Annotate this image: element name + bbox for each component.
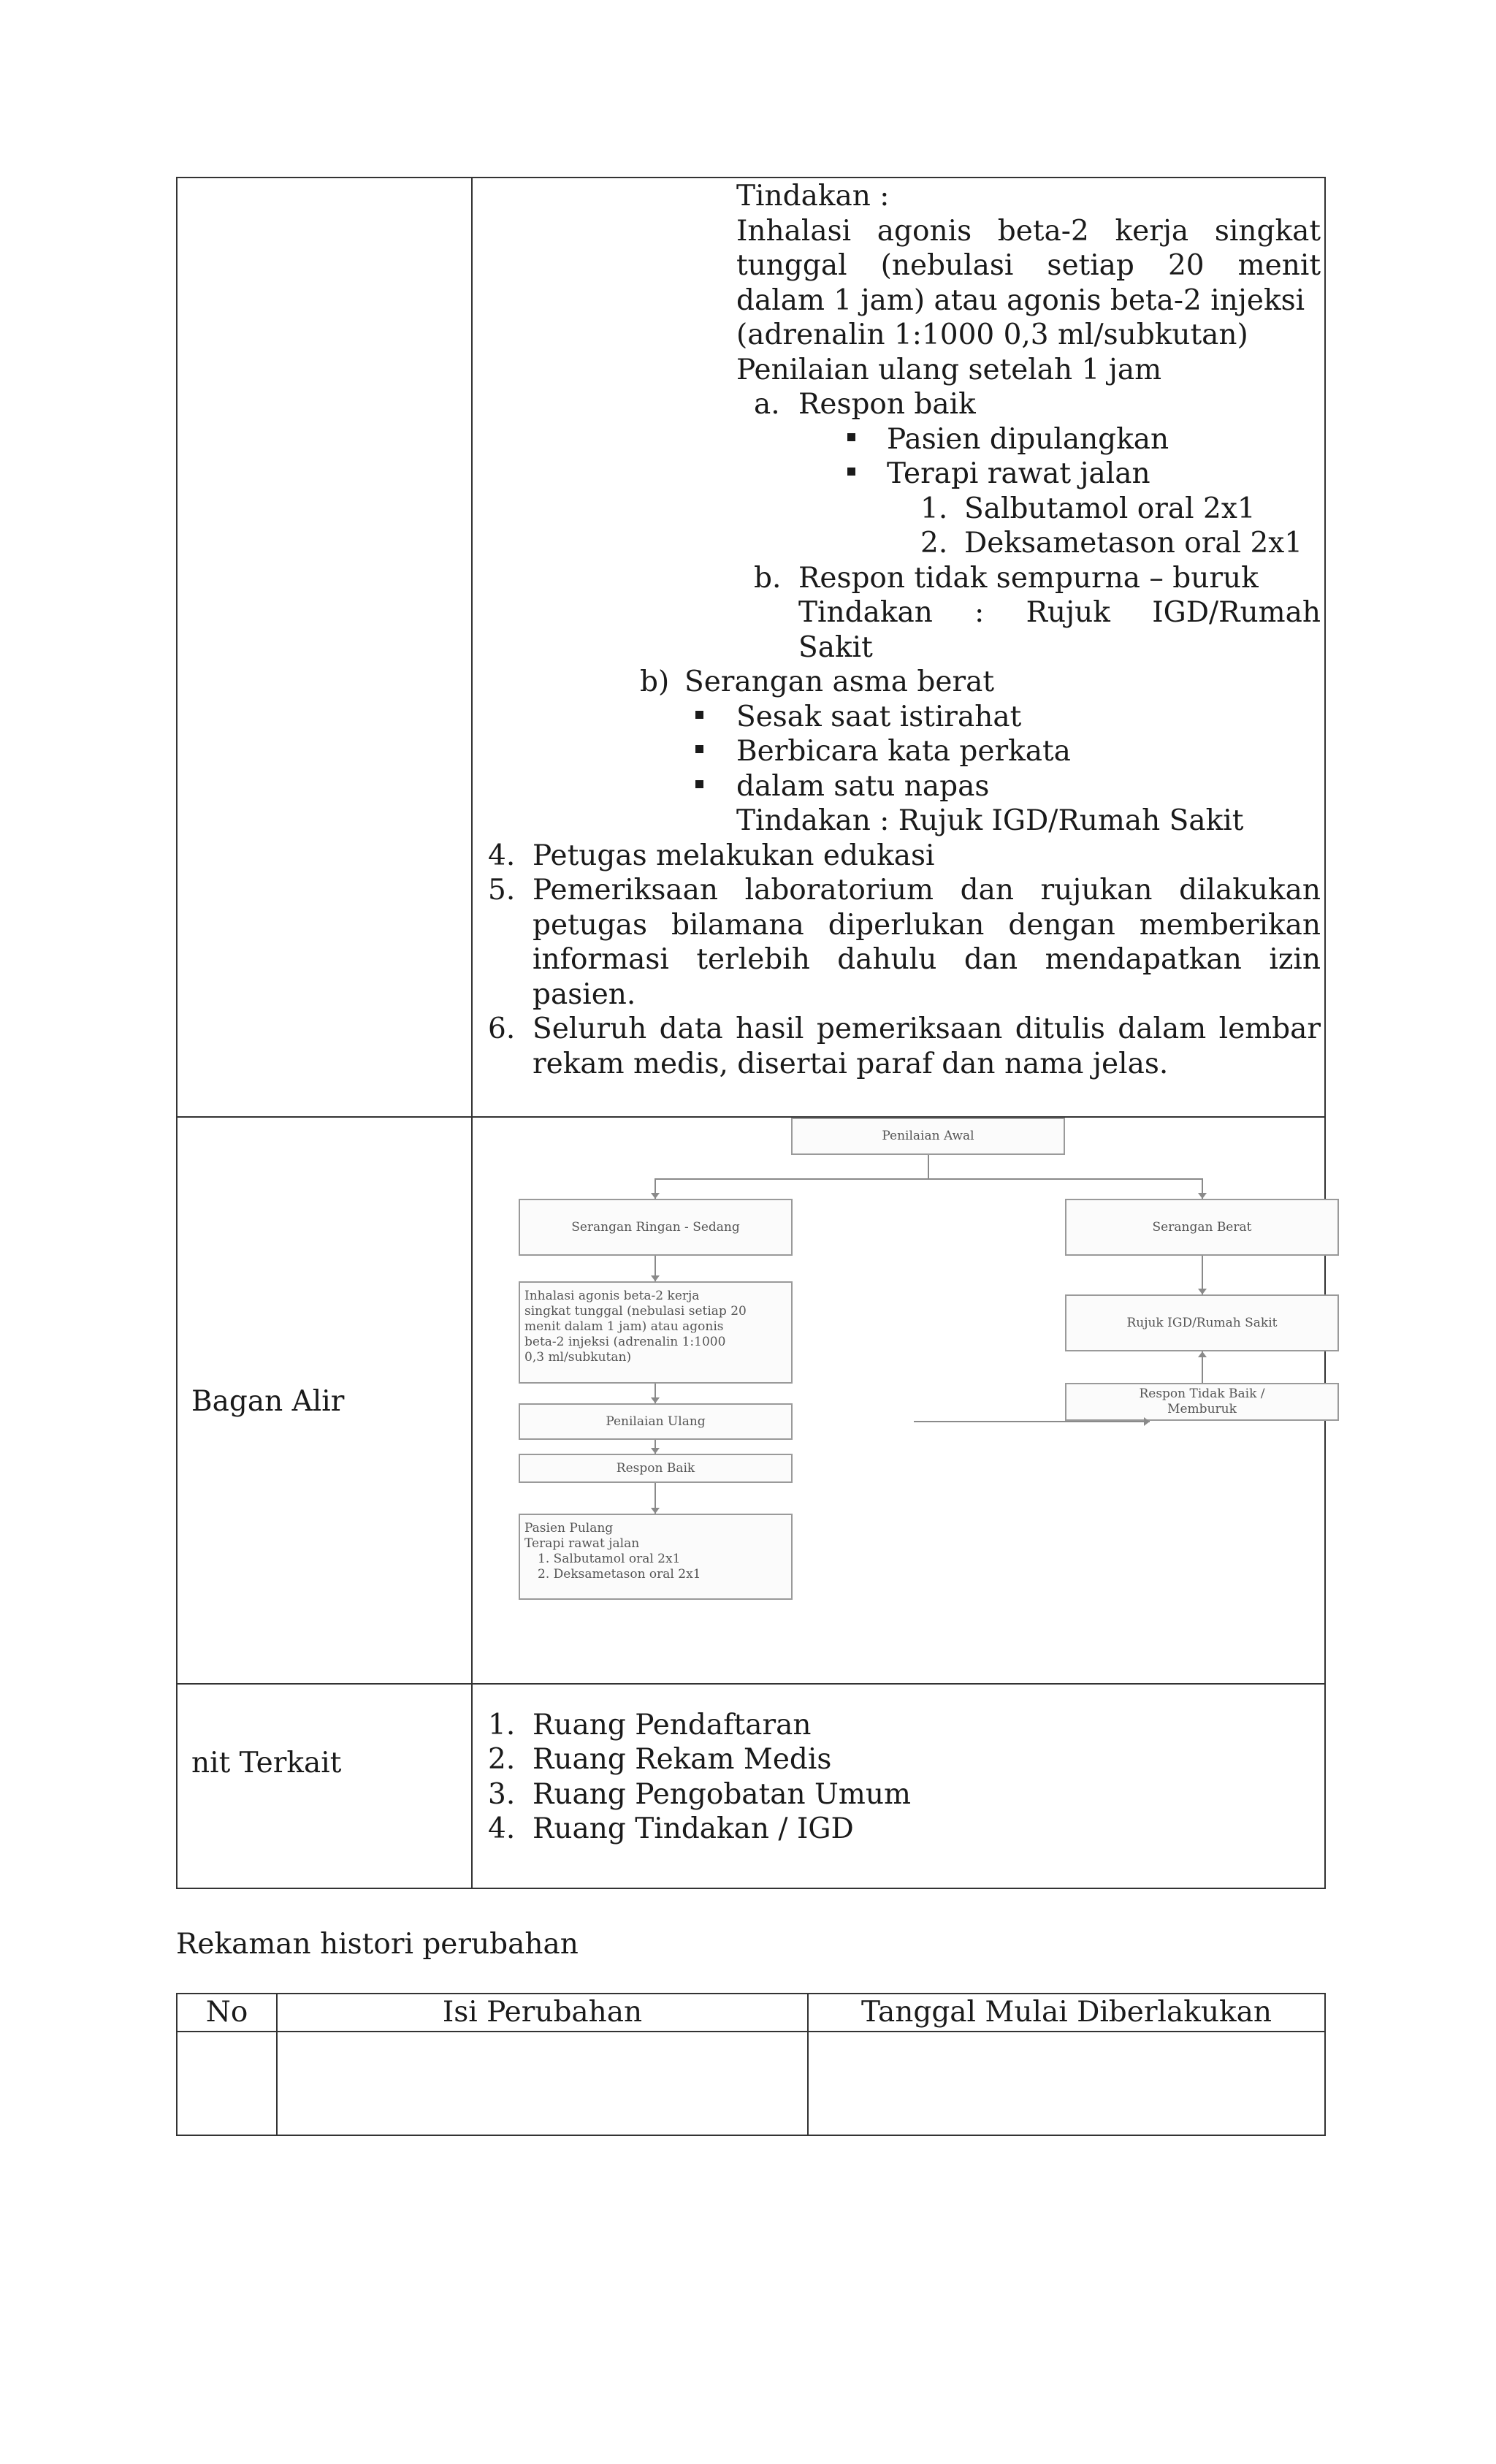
step-5-line: Pemeriksaan laboratorium dan rujukan dilakukan: [533, 874, 1321, 907]
flow-box-respon-baik: Respon Baik: [519, 1454, 793, 1483]
flow-box-line: Pasien Pulang: [524, 1521, 614, 1536]
flow-box-line: Memburuk: [1167, 1402, 1237, 1416]
inhalasi-line: Inhalasi agonis beta-2 kerja singkat: [736, 215, 1321, 248]
arrowhead-icon: [651, 1448, 660, 1454]
unit-terkait-label: nit Terkait: [191, 1747, 342, 1780]
bullet-icon: [695, 711, 703, 719]
list-number: 3.: [488, 1778, 516, 1811]
step-5-line: petugas bilamana diperlukan dengan memberikan: [533, 909, 1321, 942]
arrowhead-icon: [1198, 1351, 1207, 1357]
bullet-icon: [695, 745, 703, 753]
flow-box-penilaian-ulang: Penilaian Ulang: [519, 1403, 793, 1440]
list-number: 4.: [488, 839, 516, 872]
respon-tidak-text: Respon tidak sempurna – buruk: [798, 562, 1259, 595]
step-6-line: Seluruh data hasil pemeriksaan ditulis dalam lembar: [533, 1012, 1321, 1045]
flow-box-serangan-ringan: Serangan Ringan - Sedang: [519, 1199, 793, 1256]
tindakan-label: Tindakan :: [736, 180, 890, 213]
step-5-line: pasien.: [533, 978, 636, 1011]
unit-item: Ruang Pendaftaran: [533, 1709, 812, 1742]
tindakan-rujuk-text: Tindakan : Rujuk IGD/Rumah: [798, 596, 1321, 629]
serangan-berat-text: Serangan asma berat: [684, 665, 995, 698]
unit-item: Ruang Pengobatan Umum: [533, 1778, 911, 1811]
list-marker: b): [640, 665, 670, 698]
list-number: 5.: [488, 874, 516, 907]
gejala-item: Berbicara kata perkata: [736, 735, 1071, 768]
list-number: 2.: [488, 1743, 516, 1776]
unit-item: Ruang Rekam Medis: [533, 1743, 832, 1776]
list-marker: a.: [754, 388, 780, 421]
flow-box-line: beta-2 injeksi (adrenalin 1:1000: [524, 1335, 726, 1349]
inhalasi-line: (adrenalin 1:1000 0,3 ml/subkutan): [736, 319, 1248, 351]
step-5-line: informasi terlebih dahulu dan mendapatkan izin: [533, 943, 1321, 976]
tindakan-rujuk-text: Sakit: [798, 631, 873, 664]
arrowhead-icon: [651, 1397, 660, 1403]
flow-box-line: Respon Tidak Baik /: [1139, 1387, 1265, 1401]
list-number: 2.: [920, 527, 948, 560]
list-marker: b.: [754, 562, 782, 595]
history-header-isi: Isi Perubahan: [442, 1996, 643, 2029]
terapi-rawat-jalan-text: Terapi rawat jalan: [887, 457, 1150, 490]
flow-box-rujuk: Rujuk IGD/Rumah Sakit: [1065, 1294, 1339, 1351]
history-header-no: No: [205, 1996, 248, 2029]
arrowhead-icon: [1198, 1193, 1207, 1199]
step-4-text: Petugas melakukan edukasi: [533, 839, 935, 872]
inhalasi-line: dalam 1 jam) atau agonis beta-2 injeksi: [736, 284, 1305, 317]
history-table: [176, 1993, 1326, 2136]
flow-box-serangan-berat: Serangan Berat: [1065, 1199, 1339, 1256]
flow-box-penilaian-awal: Penilaian Awal: [791, 1118, 1065, 1155]
arrowhead-icon: [1144, 1417, 1150, 1426]
history-header-tanggal: Tanggal Mulai Diberlakukan: [861, 1996, 1272, 2029]
gejala-item: Sesak saat istirahat: [736, 701, 1022, 733]
pasien-dipulangkan-text: Pasien dipulangkan: [887, 423, 1169, 456]
bagan-alir-label: Bagan Alir: [191, 1385, 345, 1418]
flow-box-line: 2. Deksametason oral 2x1: [538, 1567, 701, 1582]
list-number: 1.: [920, 492, 948, 525]
unit-item: Ruang Tindakan / IGD: [533, 1812, 854, 1845]
flow-box-line: menit dalam 1 jam) atau agonis: [524, 1319, 724, 1334]
arrowhead-icon: [1198, 1289, 1207, 1294]
bullet-icon: [695, 780, 703, 788]
bullet-icon: [847, 433, 855, 441]
obat-2-text: Deksametason oral 2x1: [964, 527, 1303, 560]
tindakan-berat-text: Tindakan : Rujuk IGD/Rumah Sakit: [736, 804, 1244, 837]
flowchart: [471, 1110, 1278, 1695]
respon-baik-text: Respon baik: [798, 388, 976, 421]
history-title: Rekaman histori perubahan: [176, 1928, 579, 1961]
flow-box-line: 0,3 ml/subkutan): [524, 1350, 632, 1365]
flow-box-line: singkat tunggal (nebulasi setiap 20: [524, 1304, 747, 1319]
bullet-icon: [847, 468, 855, 476]
arrowhead-icon: [651, 1193, 660, 1199]
flow-box-line: Inhalasi agonis beta-2 kerja: [524, 1289, 700, 1303]
obat-1-text: Salbutamol oral 2x1: [964, 492, 1256, 525]
gejala-item: dalam satu napas: [736, 770, 990, 803]
step-6-line: rekam medis, disertai paraf dan nama jelas.: [533, 1048, 1169, 1080]
inhalasi-line: tunggal (nebulasi setiap 20 menit: [736, 249, 1321, 282]
penilaian-ulang-text: Penilaian ulang setelah 1 jam: [736, 354, 1162, 386]
flow-arrowheads: [471, 1110, 1348, 1622]
flow-box-line: 1. Salbutamol oral 2x1: [538, 1552, 681, 1566]
list-number: 4.: [488, 1812, 516, 1845]
arrowhead-icon: [651, 1508, 660, 1514]
list-number: 6.: [488, 1012, 516, 1045]
arrowhead-icon: [651, 1275, 660, 1281]
list-number: 1.: [488, 1709, 516, 1742]
flow-box-line: Terapi rawat jalan: [524, 1536, 640, 1551]
row-divider: [178, 2031, 1324, 2032]
